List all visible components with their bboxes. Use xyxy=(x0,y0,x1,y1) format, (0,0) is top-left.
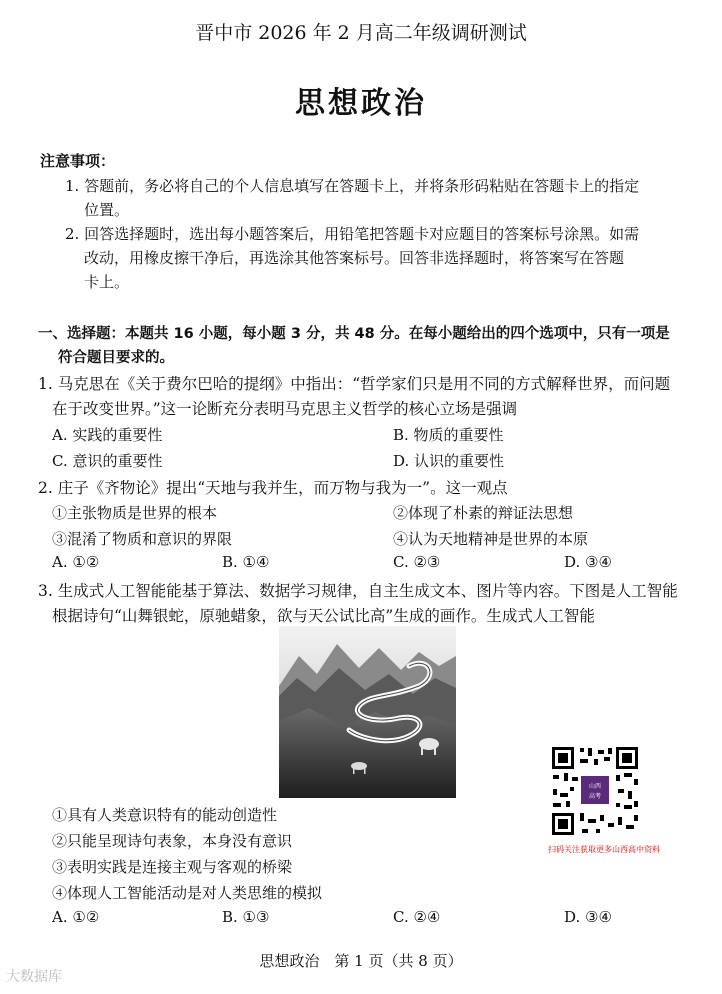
q2-option-b: B. ①④ xyxy=(222,553,270,571)
subject-title: 思想政治 xyxy=(295,86,427,121)
q3-statement-1: ①具有人类意识特有的能动创造性 xyxy=(52,806,278,824)
notice-line-3: 2. 回答选择题时，选出每小题答案后，用铅笔把答题卡对应题目的答案标号涂黑。如需 xyxy=(65,225,640,243)
qr-center-label-1: 山西 xyxy=(588,783,601,790)
q3-statement-3: ③表明实践是连接主观与客观的桥梁 xyxy=(52,858,293,876)
q3-stem-1: 3. 生成式人工智能能基于算法、数据学习规律，自主生成文本、图片等内容。下图是人工智能 xyxy=(38,582,678,600)
q2-option-a: A. ①② xyxy=(52,553,100,571)
qr-center-label-2: 高考 xyxy=(588,793,601,800)
q1-stem-1: 1. 马克思在《关于费尔巴哈的提纲》中指出：“哲学家们只是用不同的方式解释世界，而问题 xyxy=(38,375,671,393)
q2-option-d: D. ③④ xyxy=(564,553,612,571)
q1-option-c: C. 意识的重要性 xyxy=(52,452,163,470)
qr-code xyxy=(550,745,640,837)
page-footer: 思想政治 第 1 页（共 8 页） xyxy=(259,952,463,970)
notice-line-1: 1. 答题前，务必将自己的个人信息填写在答题卡上，并将条形码粘贴在答题卡上的指定 xyxy=(65,177,640,195)
q3-option-d: D. ③④ xyxy=(564,908,612,926)
q3-statement-2: ②只能呈现诗句表象，本身没有意识 xyxy=(52,832,293,850)
q2-statement-3: ③混淆了物质和意识的界限 xyxy=(52,530,233,548)
q2-statement-2: ②体现了朴素的辩证法思想 xyxy=(393,504,574,522)
ai-generated-painting xyxy=(279,626,456,798)
q1-option-d: D. 认识的重要性 xyxy=(393,452,505,470)
q1-stem-2: 在于改变世界。”这一论断充分表明马克思主义哲学的核心立场是强调 xyxy=(52,400,518,418)
qr-caption: 扫码关注获取更多山西高中资料 xyxy=(548,845,660,854)
q3-option-b: B. ①③ xyxy=(222,908,270,926)
notice-line-5: 卡上。 xyxy=(84,273,130,291)
notice-line-2: 位置。 xyxy=(84,201,130,219)
q1-option-a: A. 实践的重要性 xyxy=(52,426,163,444)
q3-option-a: A. ①② xyxy=(52,908,100,926)
q2-stem: 2. 庄子《齐物论》提出“天地与我并生，而万物与我为一”。这一观点 xyxy=(38,479,508,497)
watermark: 大数据库 xyxy=(6,969,62,985)
q2-option-c: C. ②③ xyxy=(393,553,441,571)
notice-line-4: 改动，用橡皮擦干净后，再选涂其他答案标号。回答非选择题时，将答案写在答题 xyxy=(84,249,625,267)
q3-statement-4: ④体现人工智能活动是对人类思维的模拟 xyxy=(52,884,323,902)
q3-option-c: C. ②④ xyxy=(393,908,441,926)
exam-title: 晋中市 2026 年 2 月高二年级调研测试 xyxy=(195,22,527,44)
notice-heading: 注意事项： xyxy=(40,152,116,170)
section-heading-line-2: 符合题目要求的。 xyxy=(58,350,174,366)
q2-statement-1: ①主张物质是世界的根本 xyxy=(52,504,218,522)
q3-stem-2: 根据诗句“山舞银蛇，原驰蜡象，欲与天公试比高”生成的画作。生成式人工智能 xyxy=(52,607,595,625)
section-heading-line-1: 一、选择题：本题共 16 小题，每小题 3 分，共 48 分。在每小题给出的四个选项中，只有一项是 xyxy=(38,326,670,342)
q1-option-b: B. 物质的重要性 xyxy=(393,426,504,444)
q2-statement-4: ④认为天地精神是世界的本原 xyxy=(393,530,589,548)
